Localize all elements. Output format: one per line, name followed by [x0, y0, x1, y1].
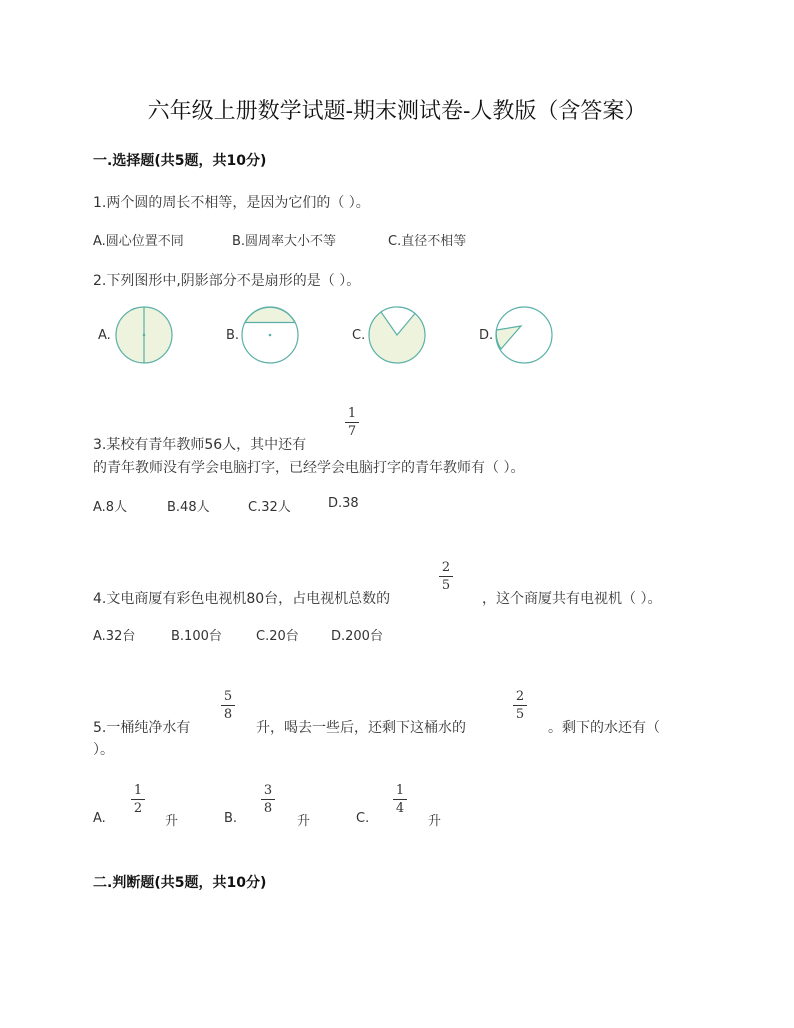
q5-option-b-numerator: 3 [263, 783, 273, 798]
q2-option-d-circle-figure [494, 305, 554, 365]
q3-fraction-denominator: 7 [347, 424, 357, 439]
fraction-bar [345, 422, 359, 423]
q5-option-a-label[interactable]: A. [93, 811, 106, 826]
question-4-text-a: 4.文电商厦有彩色电视机80台，占电视机总数的 [93, 591, 391, 607]
q3-fraction [342, 406, 362, 439]
q5-option-b-fraction [258, 783, 278, 816]
q4-fraction-denominator: 5 [441, 578, 451, 593]
q5-option-b-unit: 升 [297, 814, 311, 829]
question-2-text: 2.下列图形中,阴影部分不是扇形的是（ ）。 [93, 273, 361, 289]
q2-option-b-circle-figure [240, 305, 300, 365]
q4-option-b[interactable]: B.100台 [171, 629, 222, 644]
question-4-text-b: ，这个商厦共有电视机（ ）。 [482, 591, 662, 607]
q2-option-a-label[interactable]: A. [98, 328, 111, 343]
q2-option-a-circle-figure [114, 305, 174, 365]
q3-fraction-numerator: 1 [347, 406, 357, 421]
question-3-text-line1: 3.某校有青年教师56人，其中还有 [93, 437, 307, 453]
fraction-bar [261, 799, 275, 800]
q5-option-b-denominator: 8 [263, 801, 273, 816]
q4-fraction [436, 560, 456, 593]
q5-option-c-denominator: 4 [395, 801, 405, 816]
fraction-bar [439, 576, 453, 577]
page-title: 六年级上册数学试题-期末测试卷-人教版（含答案） [147, 99, 647, 124]
q5-option-b-label[interactable]: B. [224, 811, 238, 826]
q5-fraction-1 [218, 689, 238, 722]
q5-fraction-1-numerator: 5 [223, 689, 233, 704]
fraction-bar [513, 705, 527, 706]
question-5-text-c: 。剩下的水还有（ [548, 720, 660, 736]
question-1-text: 1.两个圆的周长不相等，是因为它们的（ ）。 [93, 195, 370, 211]
q2-option-b-label[interactable]: B. [226, 328, 240, 343]
q5-option-c-unit: 升 [428, 814, 442, 829]
q5-fraction-2-denominator: 5 [515, 707, 525, 722]
q2-option-d-label[interactable]: D. [479, 328, 494, 343]
q5-fraction-2 [510, 689, 530, 722]
q5-fraction-1-denominator: 8 [223, 707, 233, 722]
q3-option-a[interactable]: A.8人 [93, 500, 128, 515]
q1-option-a[interactable]: A.圆心位置不同 [93, 234, 184, 249]
question-5-text-d: ）。 [93, 742, 114, 758]
q5-option-c-fraction [390, 783, 410, 816]
fraction-bar [221, 705, 235, 706]
q1-option-c[interactable]: C.直径不相等 [388, 234, 467, 249]
q5-fraction-2-numerator: 2 [515, 689, 525, 704]
q5-option-c-label[interactable]: C. [356, 811, 370, 826]
q1-option-b[interactable]: B.圆周率大小不等 [232, 234, 337, 249]
question-3-text-line2: 的青年教师没有学会电脑打字，已经学会电脑打字的青年教师有（ ）。 [93, 460, 525, 476]
fraction-bar [131, 799, 145, 800]
q5-option-a-unit: 升 [165, 814, 179, 829]
q4-option-a[interactable]: A.32台 [93, 629, 136, 644]
q5-option-a-denominator: 2 [133, 801, 143, 816]
q2-option-c-label[interactable]: C. [352, 328, 366, 343]
q4-option-c[interactable]: C.20台 [256, 629, 299, 644]
q5-option-a-numerator: 1 [133, 783, 143, 798]
q4-fraction-numerator: 2 [441, 560, 451, 575]
q3-option-d[interactable]: D.38 [328, 496, 359, 511]
q4-option-d[interactable]: D.200台 [331, 629, 383, 644]
question-5-text-a: 5.一桶纯净水有 [93, 720, 191, 736]
q2-option-c-circle-figure [367, 305, 427, 365]
q3-option-b[interactable]: B.48人 [167, 500, 210, 515]
section-heading-judgement: 二.判断题(共5题，共10分) [93, 875, 267, 891]
q5-option-a-fraction [128, 783, 148, 816]
fraction-bar [393, 799, 407, 800]
q3-option-c[interactable]: C.32人 [248, 500, 291, 515]
section-heading-choice: 一.选择题(共5题，共10分) [93, 153, 267, 169]
question-5-text-b: 升，喝去一些后，还剩下这桶水的 [256, 720, 466, 736]
q5-option-c-numerator: 1 [395, 783, 405, 798]
